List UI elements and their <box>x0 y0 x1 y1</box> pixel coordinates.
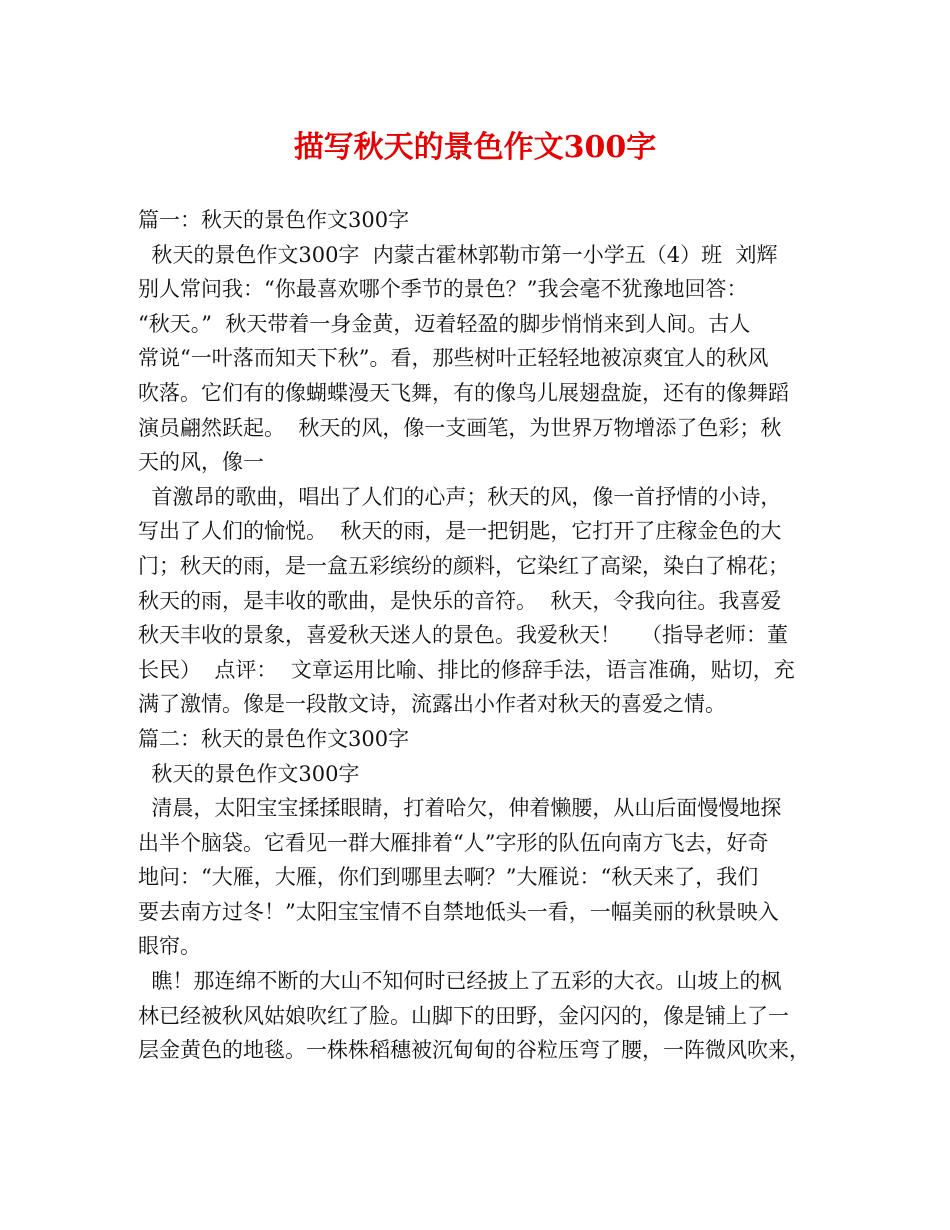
text-line: 满了激情。像是一段散文诗，流露出小作者对秋天的喜爱之情。 <box>138 692 726 717</box>
text-line: 吹落。它们有的像蝴蝶漫天飞舞，有的像鸟儿展翅盘旋，还有的像舞蹈 <box>138 380 789 405</box>
text-line: 眼帘。 <box>138 934 201 959</box>
text-line: 门；秋天的雨，是一盒五彩缤纷的颜料，它染红了高梁，染白了棉花； <box>138 553 789 578</box>
text-line: 秋天的景色作文300字 <box>138 761 360 786</box>
text-line: “秋天。” 秋天带着一身金黄，迈着轻盈的脚步悄悄来到人间。古人 <box>138 311 751 336</box>
text-line: 别人常问我：“你最喜欢哪个季节的景色？”我会毫不犹豫地回答： <box>138 277 748 302</box>
document-title: 描写秋天的景色作文300字 <box>293 130 657 165</box>
text-line: 首激昂的歌曲，唱出了人们的心声；秋天的风，像一首抒情的小诗， <box>138 484 782 509</box>
text-line: 天的风，像一 <box>138 450 264 475</box>
text-line: 秋天丰收的景象，喜爱秋天迷人的景色。我爱秋天！ （指导老师：董 <box>138 623 789 648</box>
text-line: 秋天的雨，是丰收的歌曲，是快乐的音符。 秋天，令我向往。我喜爱 <box>138 588 782 613</box>
text-line: 秋天的景色作文300字 内蒙古霍林郭勒市第一小学五（4）班 刘辉 <box>138 242 778 267</box>
document-body <box>138 203 828 1068</box>
text-line: 层金黄色的地毯。一株株稻穗被沉甸甸的谷粒压弯了腰，一阵微风吹来， <box>138 1038 810 1063</box>
text-line: 篇一：秋天的景色作文300字 <box>138 208 410 232</box>
text-line: 出半个脑袋。它看见一群大雁排着“人”字形的队伍向南方飞去，好奇 <box>138 830 769 855</box>
text-line: 瞧！那连绵不断的大山不知何时已经披上了五彩的大衣。山坡上的枫 <box>138 969 782 994</box>
text-line: 常说“一叶落而知天下秋”。看，那些树叶正轻轻地被凉爽宜人的秋风 <box>138 346 769 371</box>
text-line: 地问：“大雁，大雁，你们到哪里去啊？”大雁说：“秋天来了，我们 <box>138 865 759 890</box>
text-line: 清晨，太阳宝宝揉揉眼睛，打着哈欠，伸着懒腰，从山后面慢慢地探 <box>138 796 782 821</box>
text-line: 长民） 点评： 文章运用比喻、排比的修辞手法，语言准确，贴切，充 <box>138 657 795 682</box>
text-line: 要去南方过冬！”太阳宝宝情不自禁地低头一看，一幅美丽的秋景映入 <box>138 899 779 924</box>
text-line: 篇二：秋天的景色作文300字 <box>138 726 410 751</box>
text-line: 写出了人们的愉悦。 秋天的雨，是一把钥匙，它打开了庄稼金色的大 <box>138 519 782 544</box>
text-line: 演员翩然跃起。 秋天的风，像一支画笔，为世界万物增添了色彩；秋 <box>138 415 782 440</box>
text-line: 林已经被秋风姑娘吹红了脸。山脚下的田野，金闪闪的，像是铺上了一 <box>138 1003 789 1028</box>
